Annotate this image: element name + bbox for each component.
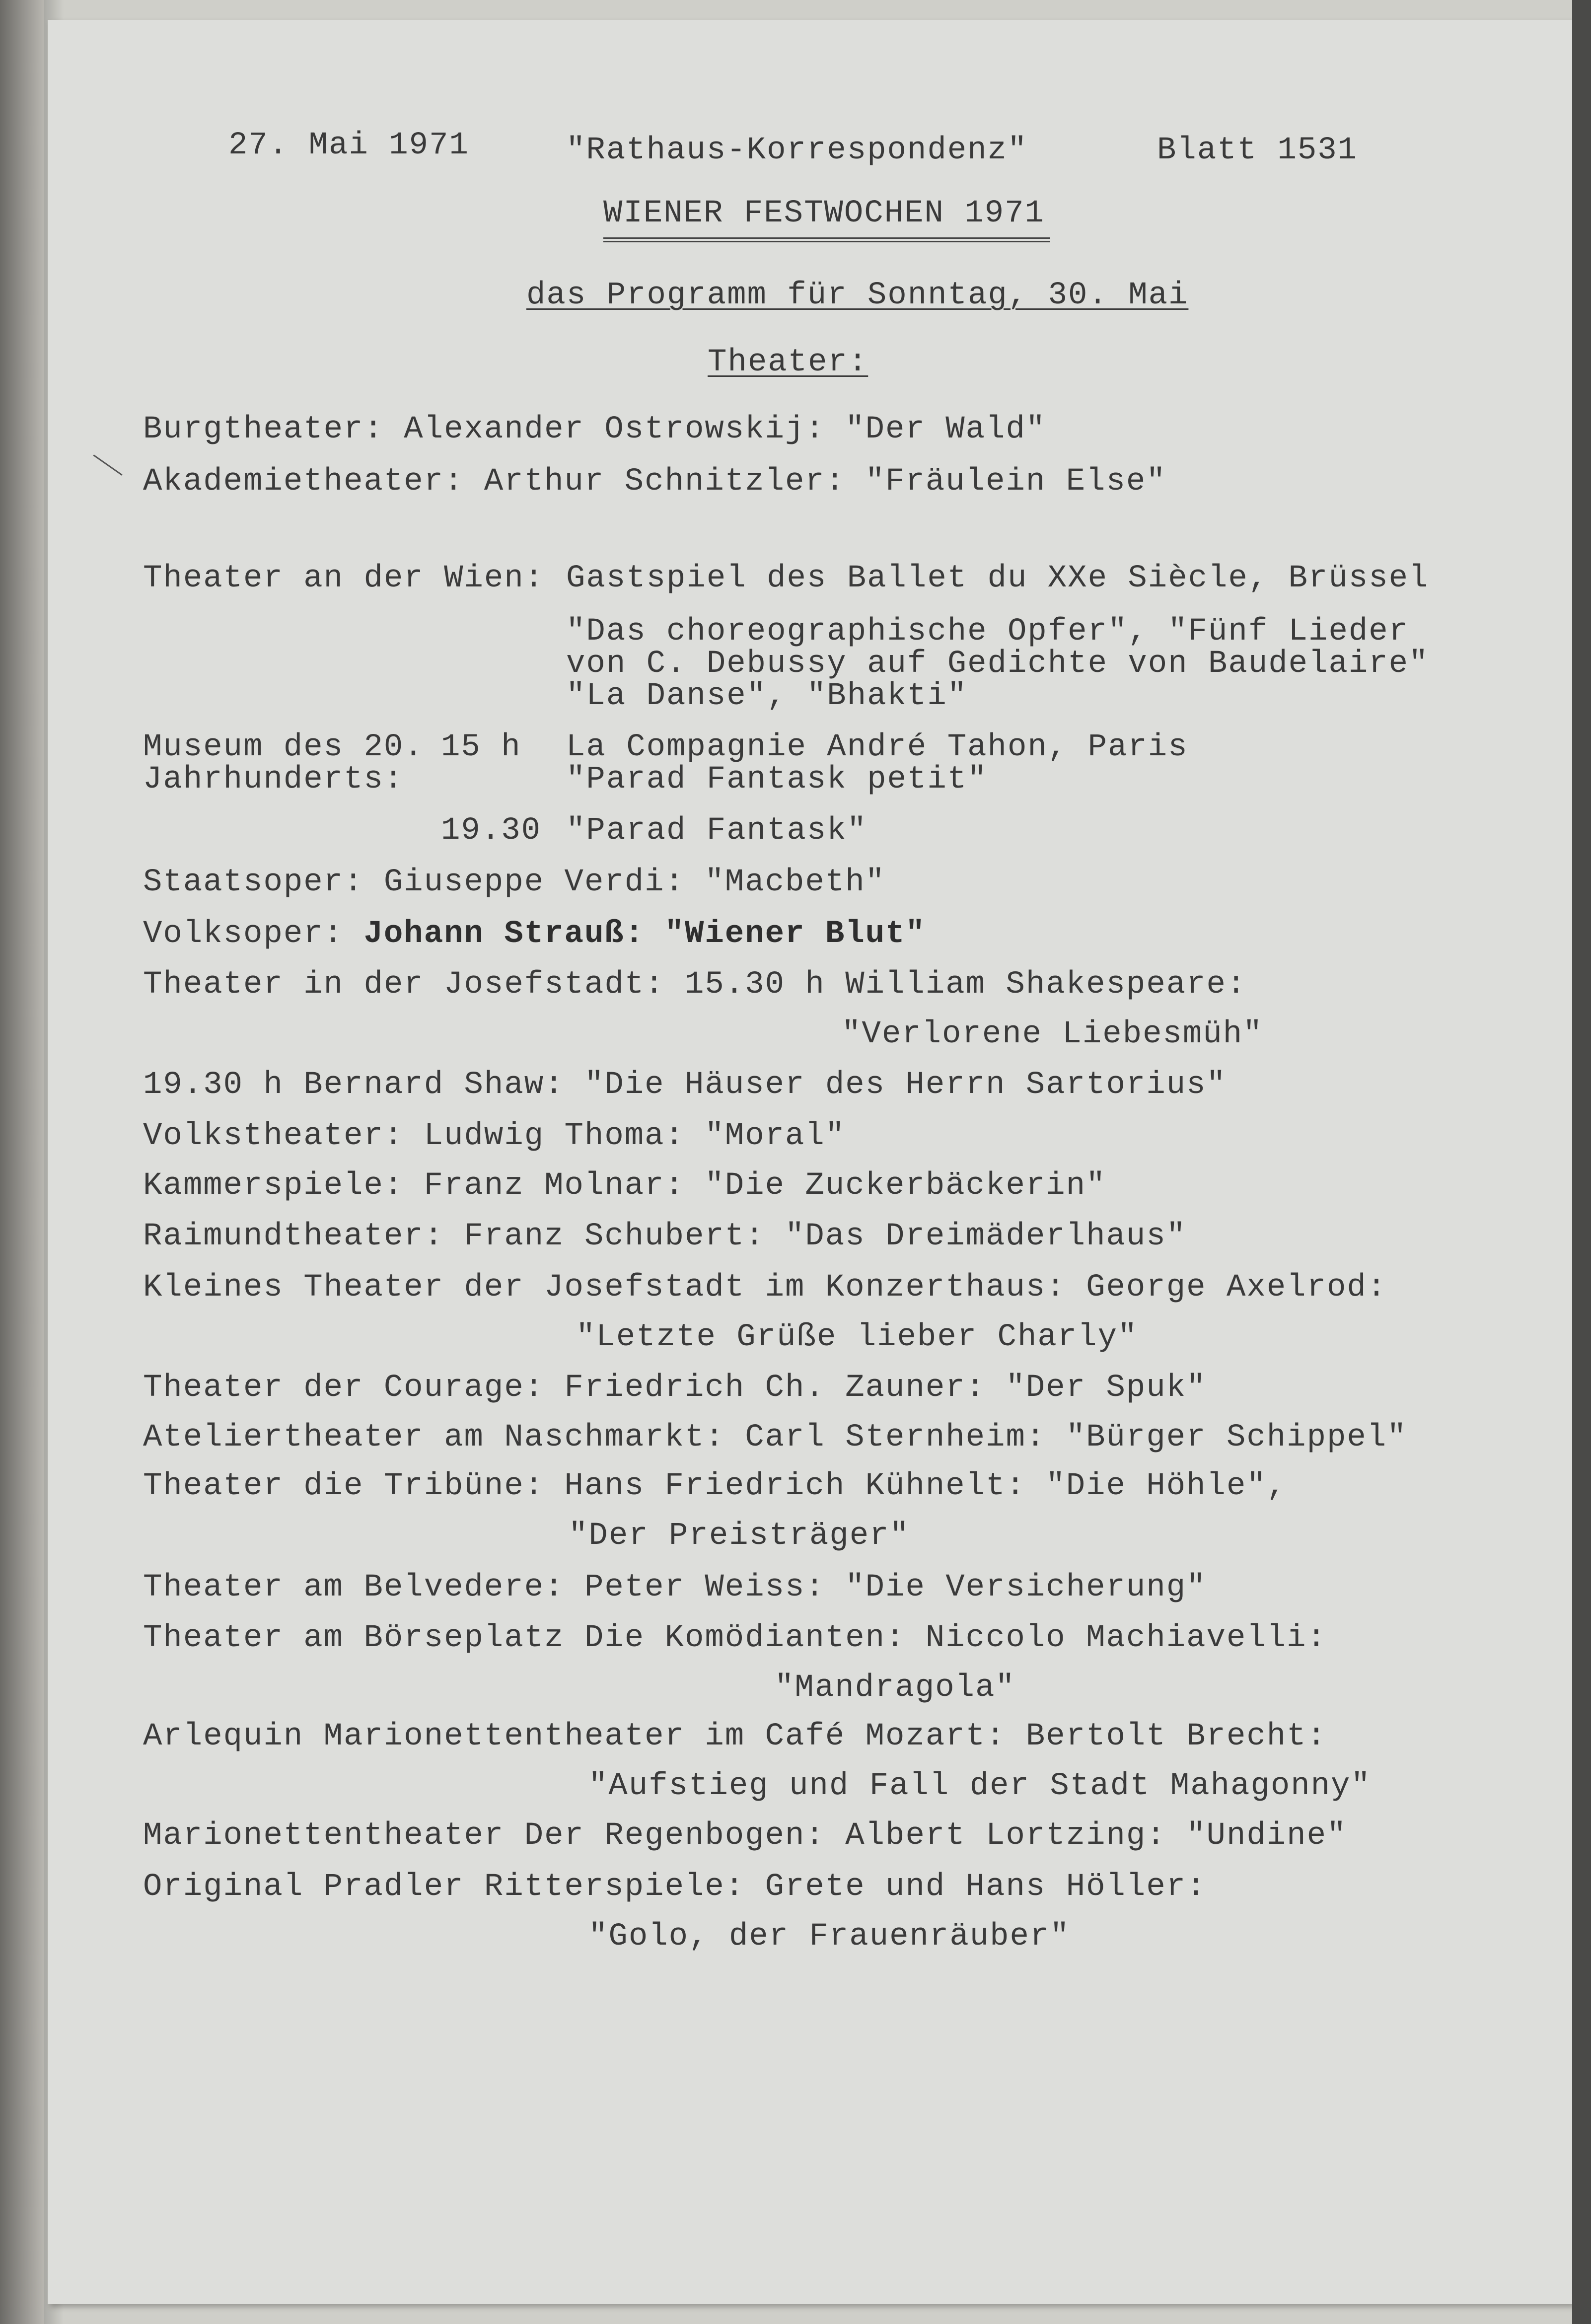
entry-wien-venue: Theater an der Wien: — [143, 561, 545, 596]
entry-akademietheater: Akademietheater: Arthur Schnitzler: "Fräulein Else" — [143, 464, 1166, 500]
entry-arlequin-line1: Arlequin Marionettentheater im Café Mozart: Bertolt Brecht: — [143, 1719, 1327, 1754]
entry-volksoper — [143, 917, 926, 951]
entry-staatsoper: Staatsoper: Giuseppe Verdi: "Macbeth" — [143, 865, 886, 900]
scan-edge — [1572, 0, 1591, 2324]
entry-museum-venue-line1: Museum des 20. — [143, 729, 424, 765]
entry-raimundtheater: Raimundtheater: Franz Schubert: "Das Dreimäderlhaus" — [143, 1219, 1187, 1254]
entry-tribuene-line2: "Der Preisträger" — [569, 1518, 910, 1554]
page-title: WIENER FESTWOCHEN 1971 — [603, 196, 1045, 231]
entry-museum-line3: "Parad Fantask" — [566, 813, 868, 849]
entry-josefstadt-line1: Theater in der Josefstadt: 15.30 h William Shakespeare: — [143, 967, 1247, 1003]
entry-courage: Theater der Courage: Friedrich Ch. Zauner: "Der Spuk" — [143, 1370, 1207, 1406]
entry-ateliertheater: Ateliertheater am Naschmarkt: Carl Sternheim: "Bürger Schippel" — [143, 1420, 1407, 1455]
entry-kleines-line2: "Letzte Grüße lieber Charly" — [576, 1319, 1138, 1355]
title-double-rule — [603, 237, 1050, 242]
entry-museum-line2: "Parad Fantask petit" — [566, 762, 988, 798]
entry-wien-line3: von C. Debussy auf Gedichte von Baudelaire" — [566, 646, 1429, 682]
entry-museum-venue-line2: Jahrhunderts: — [143, 762, 404, 798]
entry-pradler-line2: "Golo, der Frauenräuber" — [588, 1919, 1070, 1955]
entry-regenbogen: Marionettentheater Der Regenbogen: Albert Lortzing: "Undine" — [143, 1818, 1347, 1854]
entry-kleines-line1: Kleines Theater der Josefstadt im Konzerthaus: George Axelrod: — [143, 1270, 1387, 1306]
entry-tribuene-line1: Theater die Tribüne: Hans Friedrich Kühnelt: "Die Höhle", — [143, 1468, 1287, 1504]
entry-burgtheater: Burgtheater: Alexander Ostrowskij: "Der Wald" — [143, 412, 1046, 447]
entry-arlequin-line2: "Aufstieg und Fall der Stadt Mahagonny" — [588, 1768, 1371, 1804]
entry-museum-time2: 19.30 — [441, 813, 542, 849]
entry-josefstadt-line3: 19.30 h Bernard Shaw: "Die Häuser des Herrn Sartorius" — [143, 1067, 1227, 1103]
section-heading: Theater: — [708, 345, 868, 380]
entry-belvedere: Theater am Belvedere: Peter Weiss: "Die Versicherung" — [143, 1570, 1207, 1605]
entry-museum-time1: 15 h — [441, 729, 521, 765]
entry-wien-line4: "La Danse", "Bhakti" — [566, 678, 968, 714]
entry-kammerspiele: Kammerspiele: Franz Molnar: "Die Zuckerbäckerin" — [143, 1168, 1106, 1204]
binding-edge — [0, 0, 44, 2324]
entry-volkstheater: Volkstheater: Ludwig Thoma: "Moral" — [143, 1118, 846, 1154]
entry-josefstadt-line2: "Verlorene Liebesmüh" — [842, 1017, 1263, 1052]
entry-volksoper-venue: Volksoper: — [143, 916, 364, 952]
entry-wien-line2: "Das choreographische Opfer", "Fünf Lieder — [566, 614, 1409, 650]
entry-boerseplatz-line2: "Mandragola" — [775, 1670, 1015, 1706]
entry-museum-line1: La Compagnie André Tahon, Paris — [566, 729, 1188, 765]
header-publication: "Rathaus-Korrespondenz" — [566, 133, 1028, 168]
entry-boerseplatz-line1: Theater am Börseplatz Die Komödianten: Niccolo Machiavelli: — [143, 1620, 1327, 1656]
page-subtitle: das Programm für Sonntag, 30. Mai — [526, 278, 1189, 313]
header-date: 27. Mai 1971 — [228, 128, 469, 163]
entry-wien-line1: Gastspiel des Ballet du XXe Siècle, Brüssel — [566, 561, 1429, 596]
entry-volksoper-work: Johann Strauß: "Wiener Blut" — [363, 916, 926, 952]
entry-pradler-line1: Original Pradler Ritterspiele: Grete und Hans Höller: — [143, 1869, 1207, 1905]
header-sheet-number: Blatt 1531 — [1157, 133, 1358, 168]
